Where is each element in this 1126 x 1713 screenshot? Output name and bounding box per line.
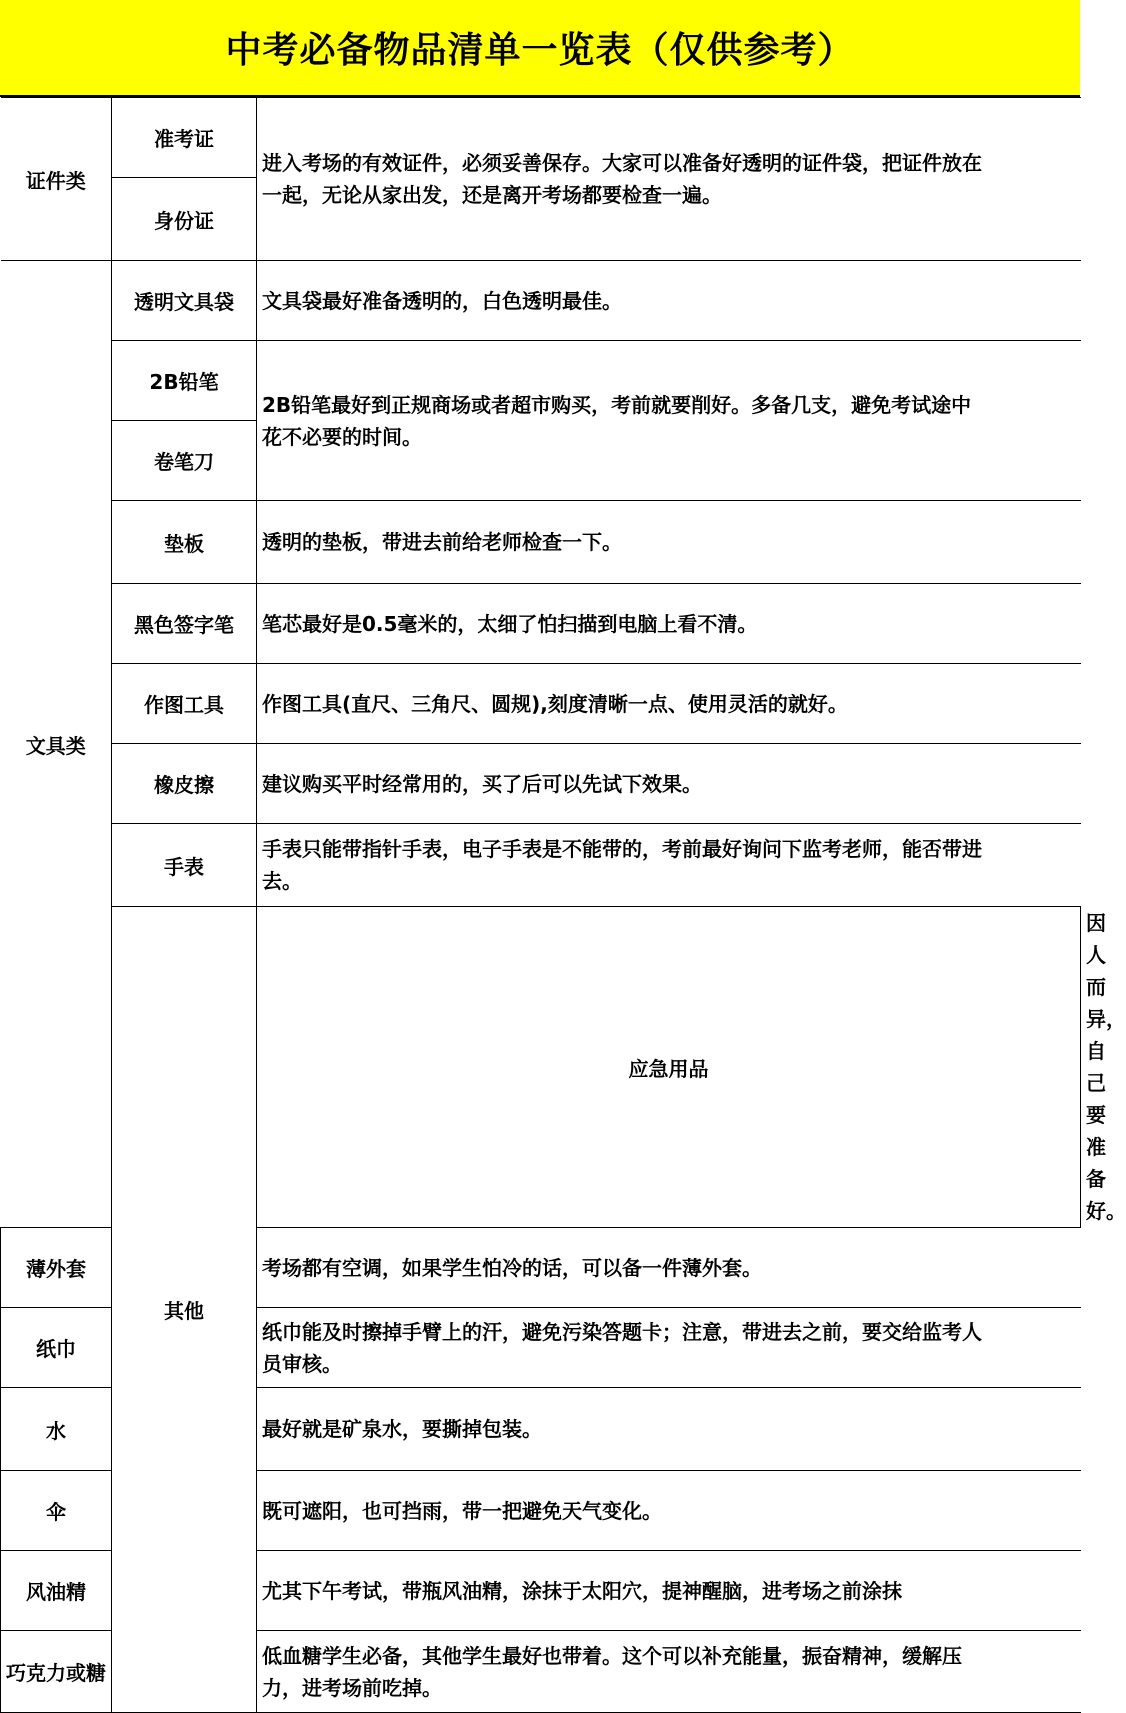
item-label: 应急用品 [257,907,1081,1228]
item-label: 作图工具 [112,664,257,744]
item-description: 尤其下午考试，带瓶风油精，涂抹于太阳穴，提神醒脑，进考场之前涂抹 [257,1551,1081,1631]
item-description: 纸巾能及时擦掉手臂上的汗，避免污染答题卡；注意，带进去之前，要交给监考人员审核。 [257,1308,1081,1388]
item-label: 垫板 [112,501,257,584]
page-title: 中考必备物品清单一览表（仅供参考） [0,0,1080,97]
item-description: 2B铅笔最好到正规商场或者超市购买，考前就要削好。多备几支，避免考试途中花不必要的时间。 [257,341,1081,501]
table-row: 其他 应急用品 因人而异，自己要准备好。 [1,907,1081,1228]
table-row [1,664,1081,744]
item-description: 文具袋最好准备透明的，白色透明最佳。 [257,261,1081,341]
item-description: 透明的垫板，带进去前给老师检查一下。 [257,501,1081,584]
item-label: 手表 [112,824,257,907]
table-row [1,341,1081,421]
category-others: 其他 [112,907,257,1713]
item-label: 纸巾 [1,1308,112,1388]
item-description: 既可遮阳，也可挡雨，带一把避免天气变化。 [257,1471,1081,1551]
item-label: 2B铅笔 [112,341,257,421]
item-description: 笔芯最好是0.5毫米的，太细了怕扫描到电脑上看不清。 [257,584,1081,664]
table-row [1,261,1081,341]
item-label: 伞 [1,1471,112,1551]
item-label: 风油精 [1,1551,112,1631]
category-documents: 证件类 [1,98,112,261]
table-row [1,501,1081,584]
item-label: 卷笔刀 [112,421,257,501]
item-label: 巧克力或糖 [1,1631,112,1713]
item-description: 考场都有空调，如果学生怕冷的话，可以备一件薄外套。 [257,1228,1081,1308]
item-label: 透明文具袋 [112,261,257,341]
item-label: 身份证 [112,178,257,261]
item-description: 手表只能带指针手表，电子手表是不能带的，考前最好询问下监考老师，能否带进去。 [257,824,1081,907]
table-row [1,744,1081,824]
item-label: 薄外套 [1,1228,112,1308]
item-label: 橡皮擦 [112,744,257,824]
item-label: 水 [1,1388,112,1471]
table-row [1,98,1081,178]
table-row [1,824,1081,907]
item-description: 进入考场的有效证件，必须妥善保存。大家可以准备好透明的证件袋，把证件放在一起，无论从家出发，还是离开考场都要检查一遍。 [257,98,1081,261]
item-description: 最好就是矿泉水，要撕掉包装。 [257,1388,1081,1471]
item-label: 准考证 [112,98,257,178]
item-label: 黑色签字笔 [112,584,257,664]
item-description: 建议购买平时经常用的，买了后可以先试下效果。 [257,744,1081,824]
table-row [1,584,1081,664]
category-stationery: 文具类 [1,261,112,1228]
checklist-table [0,97,1126,1713]
item-description: 低血糖学生必备，其他学生最好也带着。这个可以补充能量，振奋精神，缓解压力，进考场前吃掉。 [257,1631,1081,1713]
item-description: 作图工具(直尺、三角尺、圆规),刻度清晰一点、使用灵活的就好。 [257,664,1081,744]
